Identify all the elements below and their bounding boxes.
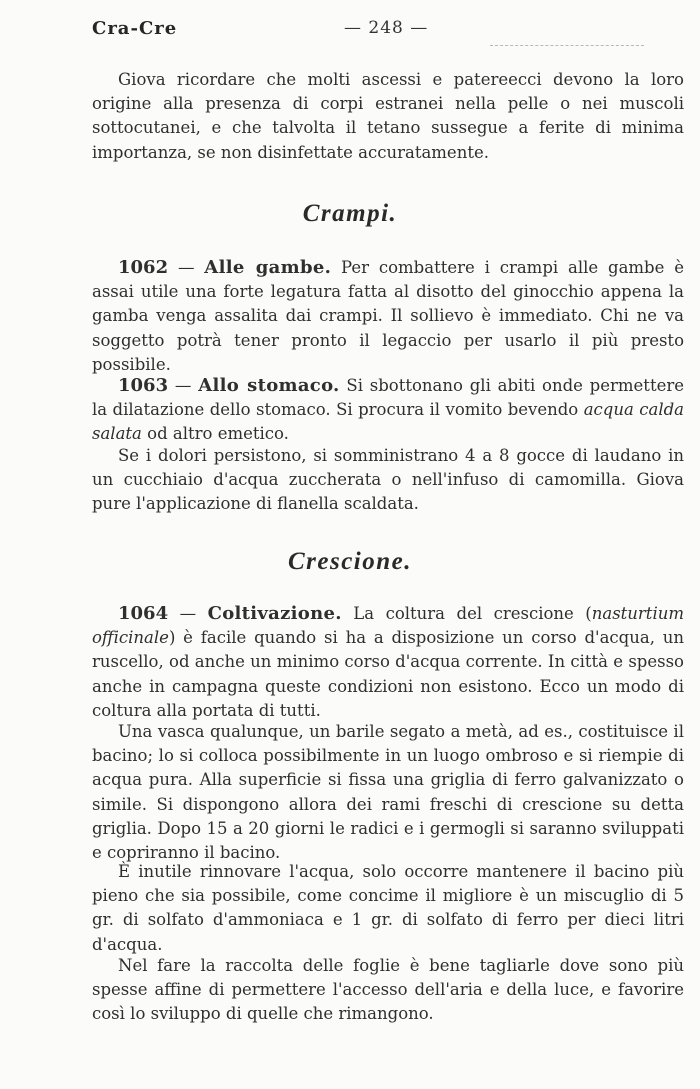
entry-italic-text: nasturtium officinale (92, 604, 684, 648)
entry-text: La coltura del crescione ( (341, 604, 592, 623)
entry-dash: — (168, 604, 208, 623)
entry-1064 (92, 602, 684, 723)
entry-number: 1062 (118, 257, 169, 278)
paragraph-vasca: Una vasca qualunque, un barile segato a metà, ad es., costituisce il bacino; lo si colloca possibilmente in un luogo ombroso e si riempie di acqua pura. Alla superficie si fissa una griglia di ferro galvanizzato o simile. Si dispongono allora dei rami freschi di crescione su detta griglia. Dopo 15 a 20 giorni le radici e i germogli si saranno sviluppati e copriranno il bacino. (92, 722, 684, 863)
entry-dash: — (168, 376, 199, 395)
section-title-crampi: Crampi. (302, 200, 398, 227)
page-number: — 248 — (344, 18, 429, 38)
paragraph-laudano: Se i dolori persistono, si somministrano 4 a 8 gocce di laudano in un cucchiaio d'acqua zuccherata o nell'infuso di camomilla. Giova pure l'applicazione di flanella scaldata. (92, 446, 684, 514)
running-head-title: Cra-Cre (92, 18, 178, 39)
entry-text: ) è facile quando si ha a disposizione un corso d'acqua, un ruscello, od anche un minimo corso d'acqua corrente. In città e spesso anche in campagna queste condizioni non esistono. Ecco un modo di coltura alla portata di tutti. (92, 628, 684, 720)
entry-number: 1064 (118, 603, 169, 624)
entry-number: 1063 (118, 375, 169, 396)
running-head (92, 18, 644, 48)
entry-italic-text: acqua calda salata (92, 400, 684, 444)
entry-text: Si sbottonano gli abiti onde permettere la dilatazione dello stomaco. Si procura il vomito bevendo (92, 376, 684, 420)
paragraph-acqua: È inutile rinnovare l'acqua, solo occorre mantenere il bacino più pieno che sia possibile, come concime il migliore è un miscuglio di 5 gr. di solfato d'ammoniaca e 1 gr. di solfato di ferro per dieci litri d'acqua. (92, 862, 684, 954)
entry-text: Per combattere i crampi alle gambe è assai utile una forte legatura fatta al disotto del ginocchio appena la gamba venga assalita dai crampi. Il sollievo è immediato. Chi ne va soggetto potrà tener pronto il legaccio per usarlo il più presto possibile. (92, 258, 684, 374)
entry-title: Allo stomaco. (198, 375, 340, 396)
section-title-crescione: Crescione. (287, 548, 413, 575)
entry-text: od altro emetico. (141, 424, 289, 444)
paragraph-raccolta: Nel fare la raccolta delle foglie è bene tagliarle dove sono più spesse affine di permettere l'accesso dell'aria e della luce, e favorire così lo sviluppo di quelle che rimangono. (92, 956, 684, 1024)
entry-1062 (92, 256, 684, 377)
entry-1063 (92, 374, 684, 447)
intro-paragraph: Giova ricordare che molti ascessi e patereecci devono la loro origine alla presenza di corpi estranei nella pelle o nei muscoli sottocutanei, e che talvolta il tetano sussegue a ferite di minima importanza, se non disinfettate accuratamente. (92, 70, 684, 162)
header-rule (490, 45, 644, 46)
entry-dash: — (168, 258, 205, 277)
entry-title: Coltivazione. (207, 603, 342, 624)
entry-title: Alle gambe. (204, 257, 332, 278)
